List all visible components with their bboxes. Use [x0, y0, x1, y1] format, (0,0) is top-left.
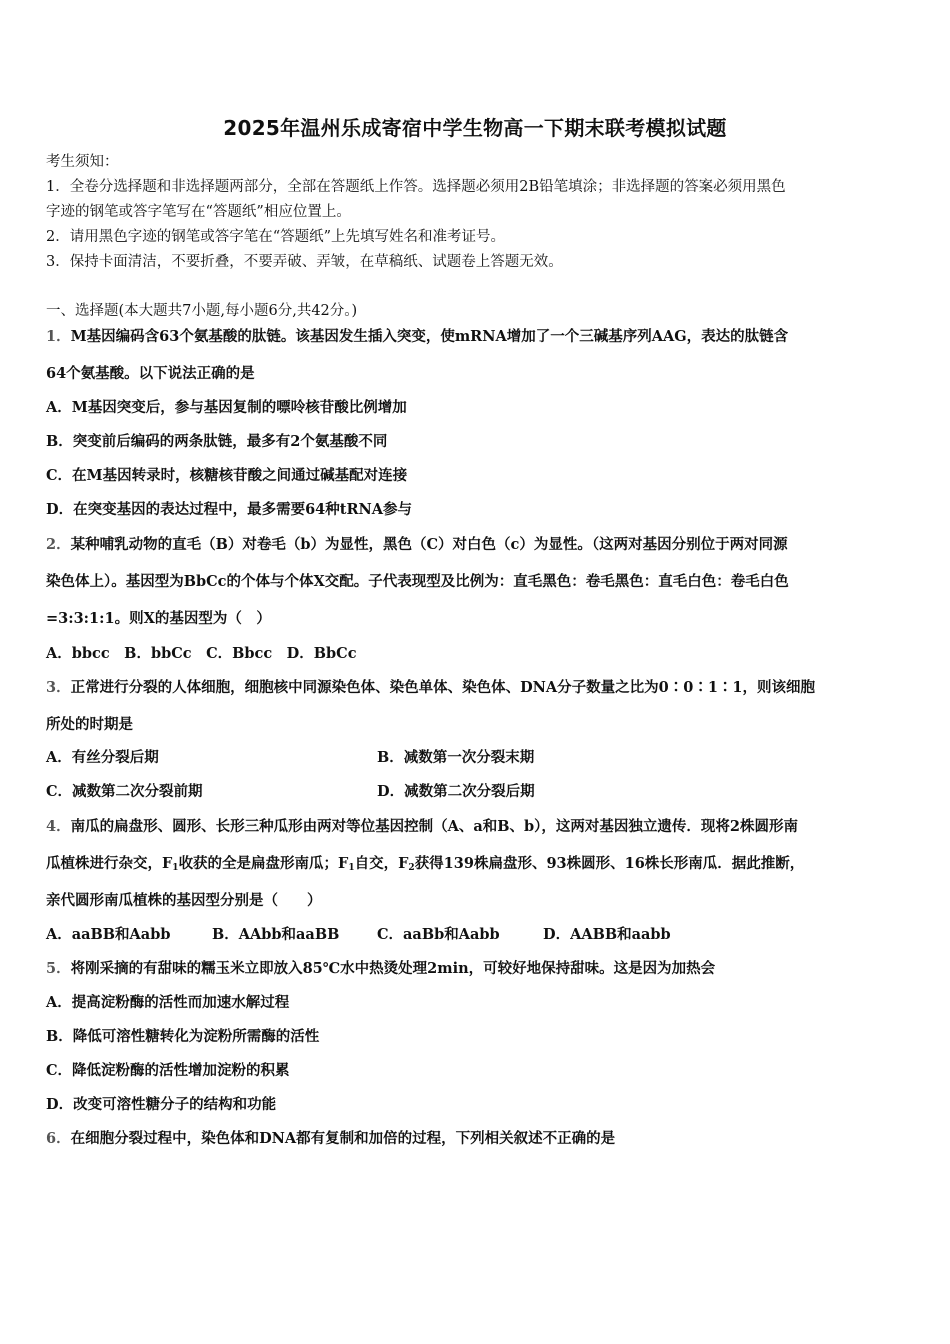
notice-item: 字迹的钢笔或答字笔写在“答题纸”相应位置上。	[46, 204, 351, 220]
question-2-stem: 2．某种哺乳动物的直毛（B）对卷毛（b）为显性，黑色（C）对白色（c）为显性。（这两对基因分别位于两对同源	[46, 536, 788, 553]
question-2-stem-cont: 染色体上）。基因型为BbCc的个体与个体X交配。子代表现型及比例为：直毛黑色：卷毛黑色：直毛白色：卷毛白色	[46, 573, 789, 590]
question-6-stem: 6．在细胞分裂过程中，染色体和DNA都有复制和加倍的过程，下列相关叙述不正确的是	[46, 1130, 616, 1147]
section-heading: 一、选择题(本大题共7小题,每小题6分,共42分。)	[46, 303, 358, 319]
question-1-stem-cont: 64个氨基酸。以下说法正确的是	[46, 365, 255, 382]
notice-item: 1．全卷分选择题和非选择题两部分，全部在答题纸上作答。选择题必须用2B铅笔填涂；非选择题的答案必须用黑色	[46, 179, 786, 195]
notice-heading: 考生须知：	[46, 154, 119, 170]
q4-option-c: C．aaBb和Aabb	[377, 926, 500, 943]
question-number: 4．	[46, 818, 71, 835]
q3-option-a: A．有丝分裂后期	[46, 749, 159, 766]
question-number: 3．	[46, 679, 71, 696]
question-2-stem-cont: =3:3:1:1。则X的基因型为（ ）	[46, 610, 271, 627]
q4-option-a: A．aaBB和Aabb	[46, 926, 171, 943]
question-1-stem: 1．M基因编码含63个氨基酸的肽链。该基因发生插入突变，使mRNA增加了一个三碱基序列AAG，表达的肽链含	[46, 328, 789, 345]
q1-option-c: C．在M基因转录时，核糖核苷酸之间通过碱基配对连接	[46, 467, 408, 484]
question-4-stem-cont: 瓜植株进行杂交，$F_1$收获的全是扁盘形南瓜；$F_1$自交，$F_2$获得139株扁盘形、93株圆形、16株长形南瓜．据此推断，	[46, 855, 805, 873]
question-3-stem-cont: 所处的时期是	[46, 716, 133, 733]
q3-option-d: D．减数第二次分裂后期	[377, 783, 535, 800]
q3-option-c: C．减数第二次分裂前期	[46, 783, 203, 800]
q1-option-d: D．在突变基因的表达过程中，最多需要64种tRNA参与	[46, 501, 413, 518]
notice-item: 2．请用黑色字迹的钢笔或答字笔在“答题纸”上先填写姓名和准考证号。	[46, 229, 506, 245]
q5-option-d: D．改变可溶性糖分子的结构和功能	[46, 1096, 277, 1113]
q1-option-a: A．M基因突变后，参与基因复制的嘌呤核苷酸比例增加	[46, 399, 407, 416]
question-number: 2．	[46, 536, 71, 553]
question-number: 6．	[46, 1130, 71, 1147]
q2-options: A．bbcc B．bbCc C．Bbcc D．BbCc	[46, 645, 357, 662]
q5-option-a: A．提高淀粉酶的活性而加速水解过程	[46, 994, 290, 1011]
q4-option-b: B．AAbb和aaBB	[212, 926, 340, 943]
question-3-stem: 3．正常进行分裂的人体细胞，细胞核中同源染色体、染色单体、染色体、DNA分子数量之比为0∶0∶1∶1，则该细胞	[46, 679, 816, 696]
q3-option-b: B．减数第一次分裂末期	[377, 749, 535, 766]
q5-option-b: B．降低可溶性糖转化为淀粉所需酶的活性	[46, 1028, 320, 1045]
q4-option-d: D．AABB和aabb	[543, 926, 671, 943]
question-4-stem: 4．南瓜的扁盘形、圆形、长形三种瓜形由两对等位基因控制（A、a和B、b），这两对基因独立遗传．现将2株圆形南	[46, 818, 798, 835]
page-title: 2025年温州乐成寄宿中学生物高一下期末联考模拟试题	[223, 116, 727, 140]
q1-option-b: B．突变前后编码的两条肽链，最多有2个氨基酸不同	[46, 433, 388, 450]
question-number: 5．	[46, 960, 71, 977]
notice-item: 3．保持卡面清洁，不要折叠，不要弄破、弄皱，在草稿纸、试题卷上答题无效。	[46, 254, 563, 270]
question-5-stem: 5．将刚采摘的有甜味的糯玉米立即放入85℃水中热烫处理2min，可较好地保持甜味。这是因为加热会	[46, 960, 716, 977]
question-4-stem-cont: 亲代圆形南瓜植株的基因型分别是（ ）	[46, 892, 322, 909]
question-number: 1．	[46, 328, 71, 345]
q5-option-c: C．降低淀粉酶的活性增加淀粉的积累	[46, 1062, 290, 1079]
